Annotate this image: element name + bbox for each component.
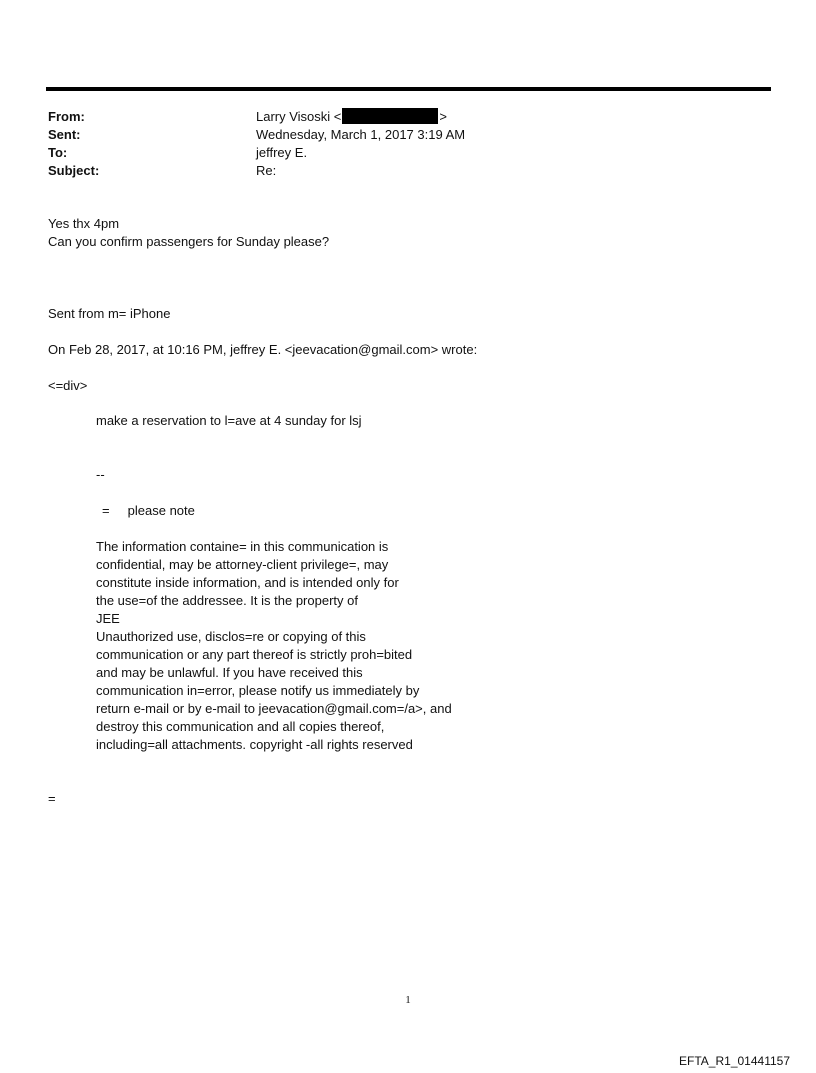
please-note-line: = please note: [102, 503, 195, 518]
div-tag-line: <=div>: [48, 378, 88, 393]
document-id: EFTA_R1_01441157: [679, 1054, 790, 1068]
trailing-equals: =: [48, 791, 56, 806]
disclaimer-line: JEE: [96, 611, 120, 626]
disclaimer-line: The information containe= in this communication is: [96, 539, 389, 554]
page-number: 1: [405, 994, 411, 1006]
subject-row: [48, 162, 768, 180]
disclaimer-line: and may be unlawful. If you have received this: [96, 665, 363, 680]
signature-dashes: --: [96, 467, 105, 482]
from-value: [256, 108, 447, 126]
body-line-2: Can you confirm passengers for Sunday please?: [48, 234, 330, 249]
sent-row: [48, 126, 768, 144]
disclaimer-line: the use=of the addressee. It is the property of: [96, 593, 358, 608]
subject-value: Re:: [256, 163, 277, 178]
sent-label: Sent:: [48, 127, 81, 142]
to-label: To:: [48, 145, 68, 160]
disclaimer: [96, 538, 452, 754]
subject-label: Subject:: [48, 163, 100, 178]
disclaimer-line: destroy this communication and all copies thereof,: [96, 719, 385, 734]
disclaimer-line: constitute inside information, and is intended only for: [96, 575, 399, 590]
quote-attribution: On Feb 28, 2017, at 10:16 PM, jeffrey E. <jeevacation@gmail.com> wrote:: [48, 342, 478, 357]
disclaimer-line: confidential, may be attorney-client privilege=, may: [96, 557, 389, 572]
to-row: [48, 144, 768, 162]
disclaimer-line: communication or any part thereof is strictly proh=bited: [96, 647, 413, 662]
header-rule: [46, 87, 771, 91]
redaction-box: [342, 108, 438, 124]
to-value: jeffrey E.: [256, 145, 308, 160]
from-label: From:: [48, 109, 85, 124]
from-row: [48, 108, 768, 126]
disclaimer-line: including=all attachments. copyright -all rights reserved: [96, 737, 413, 752]
body-line-1: Yes thx 4pm: [48, 216, 120, 231]
from-suffix: >: [439, 109, 447, 124]
sent-from-line: Sent from m= iPhone: [48, 306, 171, 321]
sent-value: Wednesday, March 1, 2017 3:19 AM: [256, 127, 466, 142]
email-header: [48, 108, 768, 180]
disclaimer-line: communication in=error, please notify us immediately by: [96, 683, 420, 698]
disclaimer-line: Unauthorized use, disclos=re or copying of this: [96, 629, 366, 644]
from-name: Larry Visoski <: [256, 109, 342, 124]
quoted-message: make a reservation to l=ave at 4 sunday for lsj: [96, 413, 362, 428]
disclaimer-line: return e-mail or by e-mail to jeevacation@gmail.com=/a>, and: [96, 701, 452, 716]
